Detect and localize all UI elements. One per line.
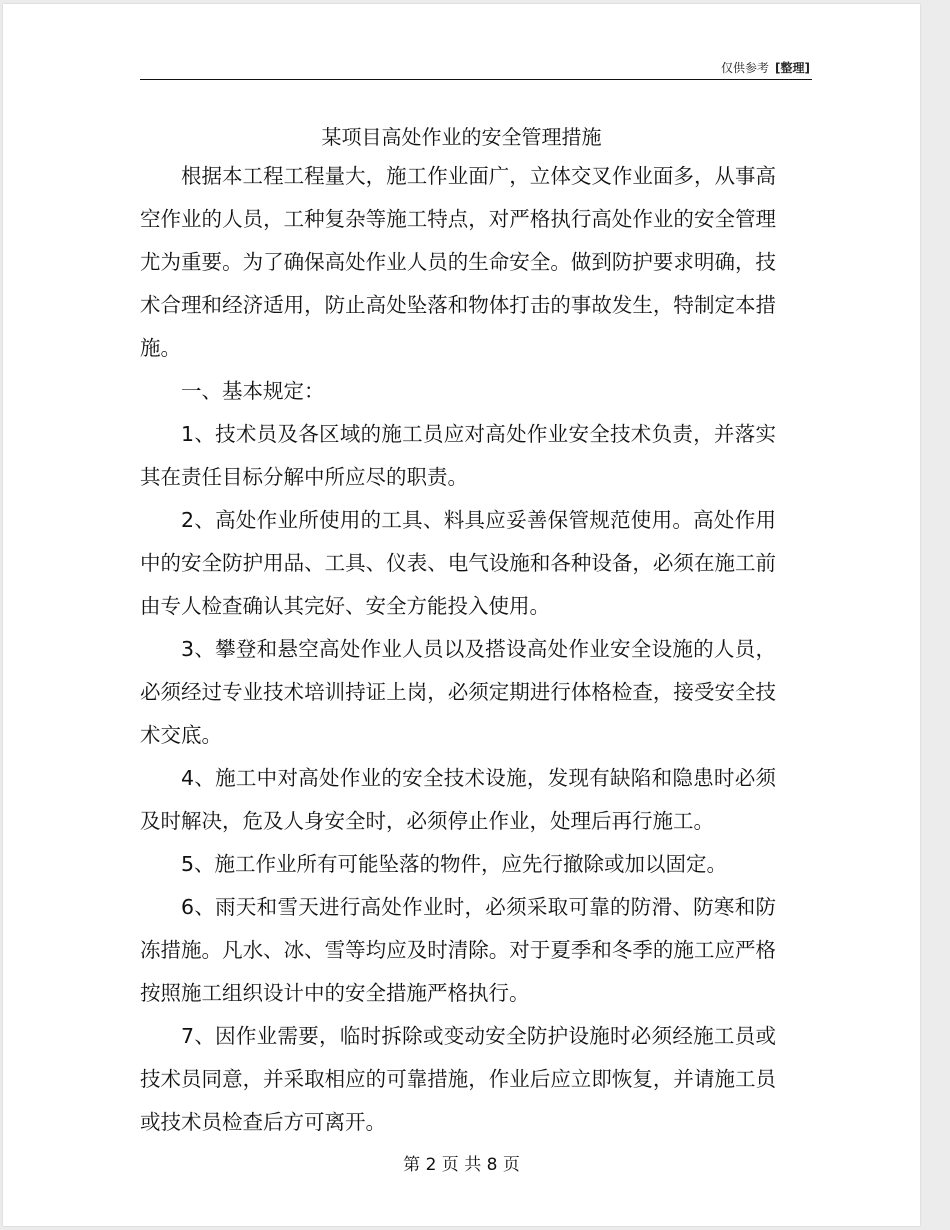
document-body: [140, 155, 776, 1144]
document-page: [3, 4, 920, 1226]
section-heading-basic-rules: 一、基本规定：: [181, 379, 325, 403]
paragraph-rule-1: 1、技术员及各区域的施工员应对高处作业安全技术负责，并落实其在责任目标分解中所应尽的职责。: [140, 422, 776, 489]
page-number-footer: 第 2 页 共 8 页: [403, 1155, 520, 1175]
paragraph-rule-6: 6、雨天和雪天进行高处作业时，必须采取可靠的防滑、防寒和防冻措施。凡水、冰、雪等均应及时清除。对于夏季和冬季的施工应严格按照施工组织设计中的安全措施严格执行。: [140, 895, 776, 1005]
header-bracket-text: [整理]: [775, 61, 810, 75]
paragraph-rule-7: 7、因作业需要，临时拆除或变动安全防护设施时必须经施工员或技术员同意，并采取相应的可靠措施，作业后应立即恢复，并请施工员或技术员检查后方可离开。: [140, 1024, 776, 1134]
header-note: [721, 59, 810, 76]
paragraph-intro: 根据本工程工程量大，施工作业面广，立体交叉作业面多，从事高空作业的人员，工种复杂等施工特点，对严格执行高处作业的安全管理尤为重要。为了确保高处作业人员的生命安全。做到防护要求明确，技术合理和经济适用，防止高处坠落和物体打击的事故发生，特制定本措施。: [140, 164, 776, 360]
header-divider: [140, 79, 812, 80]
paragraph-rule-4: 4、施工中对高处作业的安全技术设施，发现有缺陷和隐患时必须及时解决，危及人身安全时，必须停止作业，处理后再行施工。: [140, 766, 776, 833]
header-note-text: 仅供参考: [721, 61, 770, 75]
paragraph-rule-2: 2、高处作业所使用的工具、料具应妥善保管规范使用。高处作用中的安全防护用品、工具、仪表、电气设施和各种设备，必须在施工前由专人检查确认其完好、安全方能投入使用。: [140, 508, 776, 618]
document-title: 某项目高处作业的安全管理措施: [321, 125, 602, 149]
paragraph-rule-3: 3、攀登和悬空高处作业人员以及搭设高处作业安全设施的人员，必须经过专业技术培训持证上岗，必须定期进行体格检查，接受安全技术交底。: [140, 637, 776, 747]
paragraph-rule-5: 5、施工作业所有可能坠落的物件，应先行撤除或加以固定。: [181, 852, 728, 876]
